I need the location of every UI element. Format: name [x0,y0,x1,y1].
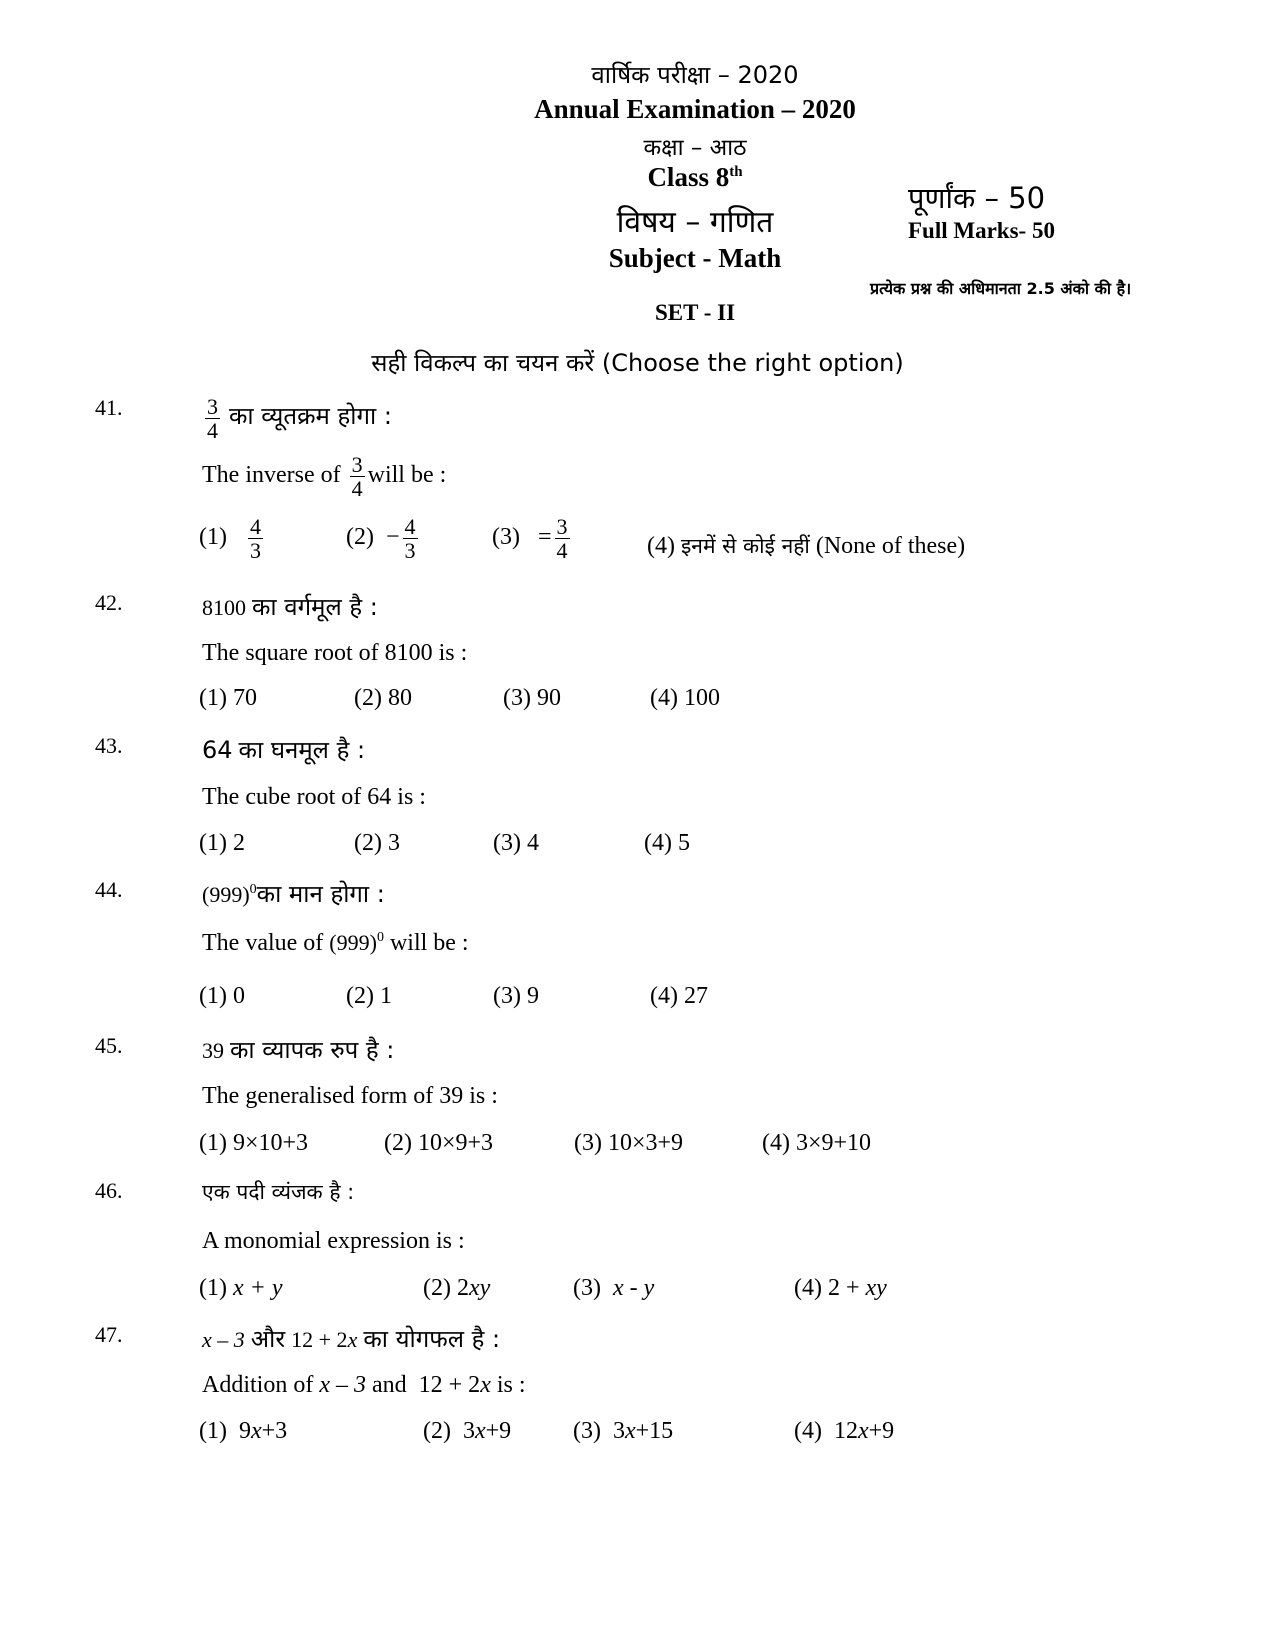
question-english [202,1372,526,1399]
option-label: (2) 2 [423,1275,469,1301]
exam-title-english: Annual Examination – 2020 [534,94,856,124]
option-label: (4) [794,1418,822,1444]
denominator: 4 [556,538,568,564]
question-hindi-text: का घनमूल है : [238,736,366,764]
full-marks-english: Full Marks- 50 [908,218,1055,243]
fraction [555,515,570,562]
fraction [205,395,220,442]
conjunction: और [250,1325,286,1353]
option-expression: xy [468,1275,491,1301]
subject-hindi: विषय – गणित [616,205,774,240]
class-english [420,162,970,193]
denominator: 3 [404,538,416,564]
instruction [240,346,1035,379]
constant: +9 [868,1418,895,1444]
option-expression: xy [865,1275,887,1301]
constant: +3 [261,1418,288,1444]
option-4 [647,532,965,560]
class-english-text: Class 8 [647,162,730,192]
option-sign: − [385,524,400,551]
option-2: (2) 10×9+3 [384,1130,494,1156]
question-hindi-text: का मान होगा : [256,880,385,908]
option-label: (1) [199,524,227,551]
conjunction: and [371,1372,407,1398]
question-hindi [202,1033,394,1066]
expression: x – 3 [319,1372,366,1398]
variable: x [474,1418,486,1444]
coefficient: 3 [462,1418,475,1444]
option-3: (3) 4 [493,830,539,856]
question-english-text: will be : [389,930,469,956]
option-2 [423,1275,490,1302]
question-english-text: is : [496,1372,526,1398]
option-2 [346,515,421,562]
option-text-english: (None of these) [815,533,966,559]
question-hindi-text: का योगफल है : [363,1325,501,1353]
question-hindi [202,733,365,766]
question-english-text: The value of [202,930,324,956]
fraction [403,515,418,562]
full-marks-hindi: पूर्णांक – 50 [908,181,1046,215]
question-number: 43. [95,733,123,758]
option-expression: x + y [232,1275,283,1301]
option-1: (1) 70 [199,685,257,711]
numerator: 4 [249,514,261,539]
option-1 [199,1275,282,1302]
option-label: (4) [647,533,675,559]
exponent: 0 [249,882,257,897]
option-3 [492,515,573,562]
question-hindi-number: 39 [202,1038,224,1063]
option-4: (4) 5 [644,830,690,856]
coefficient: 12 [833,1418,858,1444]
numerator: 3 [351,452,363,477]
expression: x – 3 [202,1327,245,1352]
question-hindi-text: का व्यूतक्रम होगा : [229,402,392,431]
denominator: 4 [351,476,363,502]
variable: x [347,1327,358,1352]
numerator: 3 [207,394,218,419]
question-english-text: Addition of [202,1372,314,1398]
option-label: (3) [573,1418,601,1444]
question-number: 45. [95,1033,123,1058]
variable: x [857,1418,869,1444]
option-2: (2) 3 [354,830,400,856]
fraction [248,515,263,562]
option-expression: x - y [612,1275,655,1301]
fraction [350,453,365,500]
set-label: SET - II [654,300,736,325]
question-english: The generalised form of 39 is : [202,1083,498,1109]
question-hindi-number: 8100 [202,595,246,620]
question-english-text: will be : [367,462,447,489]
numerator: 4 [404,514,416,539]
option-2 [423,1418,511,1445]
question-english: A monomial expression is : [202,1228,465,1254]
option-3: (3) 90 [503,685,561,711]
coefficient: 9 [238,1418,251,1444]
option-label: (3) [492,524,520,551]
question-number: 42. [95,590,123,615]
question-english [202,453,446,500]
class-suffix: th [729,164,743,180]
option-1 [199,1418,287,1445]
question-hindi [202,590,378,623]
question-english-text: The inverse of [202,462,341,489]
question-number: 47. [95,1322,123,1347]
question-english: The cube root of 64 is : [202,784,426,810]
denominator: 3 [249,538,261,564]
option-4: (4) 100 [650,685,720,711]
option-label: (1) [199,1418,227,1444]
question-english: The square root of 8100 is : [202,640,468,666]
option-4: (4) 3×9+10 [762,1130,872,1156]
option-label: (4) 2 + [794,1275,866,1301]
coefficient: 3 [612,1418,625,1444]
question-hindi-text: का वर्गमूल है : [252,593,378,621]
option-4 [794,1418,894,1445]
option-label: (2) [423,1418,451,1444]
question-hindi-number: 64 [202,736,233,764]
option-3: (3) 9 [493,983,539,1009]
constant: +9 [485,1418,512,1444]
question-english [202,930,469,957]
question-hindi-text: का व्यापक रुप है : [230,1036,395,1064]
option-label: (1) [199,1275,227,1301]
option-4 [794,1275,887,1302]
option-1: (1) 2 [199,830,245,856]
variable: x [480,1372,491,1398]
question-weight-note: प्रत्येक प्रश्न की अधिमानता 2.5 अंको की है। [870,279,1132,298]
option-1: (1) 0 [199,983,245,1009]
option-4: (4) 27 [650,983,708,1009]
question-hindi [202,395,392,442]
base: (999) [329,930,377,955]
option-2: (2) 1 [346,983,392,1009]
option-sign: = [537,524,552,551]
denominator: 4 [207,418,218,444]
expression: 12 + 2 [418,1372,481,1398]
option-label: (3) [573,1275,607,1301]
option-1: (1) 9×10+3 [199,1130,309,1156]
question-hindi: एक पदी व्यंजक है : [202,1180,355,1204]
base: (999) [202,882,250,907]
option-3 [573,1418,673,1445]
question-hindi [202,877,385,910]
question-hindi [202,1322,500,1355]
question-number: 44. [95,877,123,902]
constant: +15 [635,1418,674,1444]
subject-english: Subject - Math [608,243,782,273]
option-3: (3) 10×3+9 [574,1130,684,1156]
exponent: 0 [376,930,384,945]
option-3 [573,1275,654,1302]
numerator: 3 [556,514,568,539]
option-label: (2) [346,524,374,551]
option-1 [199,515,266,562]
option-2: (2) 80 [354,685,412,711]
instruction-text: सही विकल्प का चयन करें (Choose the right option) [371,349,904,377]
variable: x [624,1418,636,1444]
option-text-hindi: इनमें से कोई नहीं [680,534,810,558]
variable: x [250,1418,262,1444]
question-number: 46. [95,1178,123,1203]
expression: 12 + 2 [291,1327,348,1352]
question-number: 41. [95,395,123,420]
exam-title-hindi: वार्षिक परीक्षा – 2020 [591,61,799,89]
class-hindi: कक्षा – आठ [643,135,747,161]
